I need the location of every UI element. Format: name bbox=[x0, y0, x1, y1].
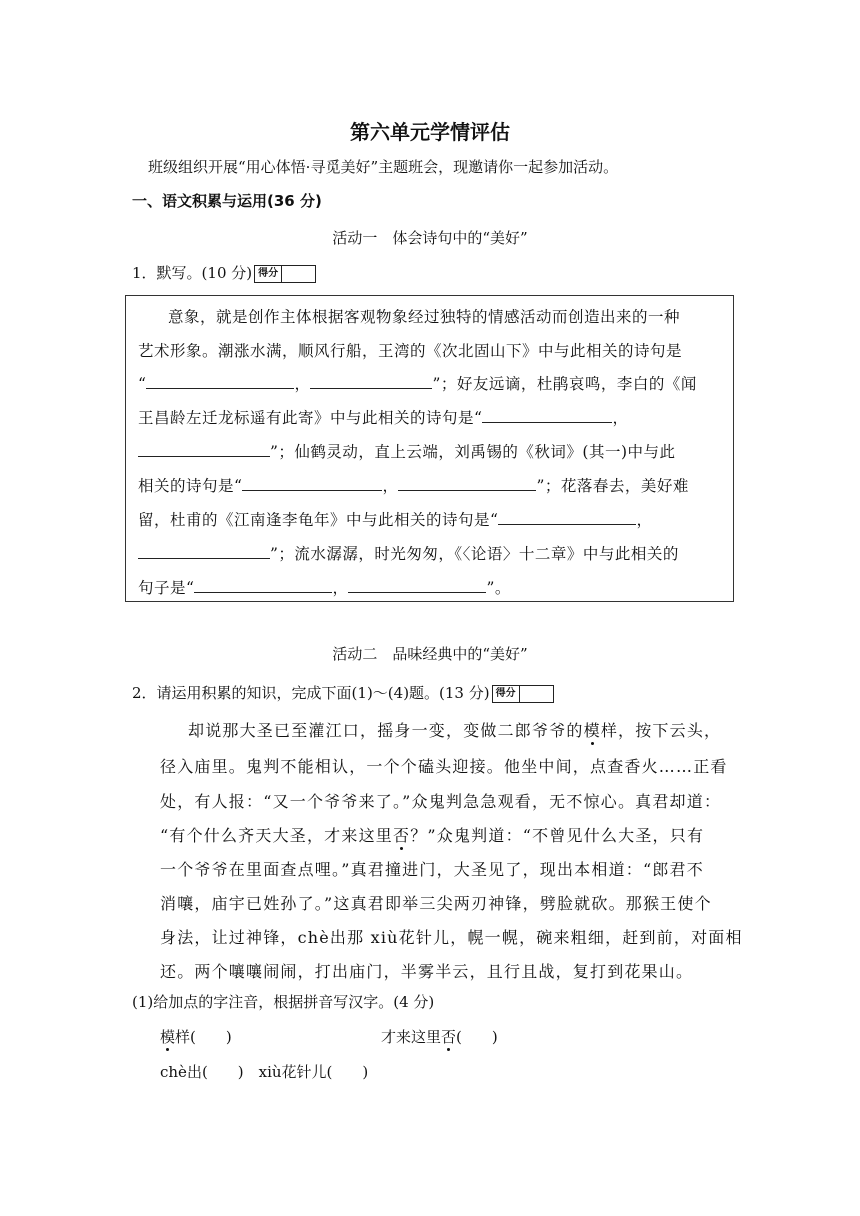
activity-heading-1: 活动一 体会诗句中的“美好” bbox=[332, 229, 528, 247]
sub-question-1: (1)给加点的字注音，根据拼音写汉字。(4 分) bbox=[132, 993, 435, 1011]
answer-slot[interactable]: 样( ) bbox=[175, 1028, 232, 1046]
dotted-char: 模 bbox=[160, 1028, 176, 1046]
passage-line: 处，有人报：“又一个爷爷来了。”众鬼判急急观看，无不惊心。真君却道： bbox=[160, 792, 722, 811]
box-text: ， bbox=[636, 511, 653, 529]
answer-blank[interactable] bbox=[194, 578, 332, 593]
dotted-char: 否 bbox=[441, 1028, 457, 1046]
box-line bbox=[138, 576, 511, 598]
score-box[interactable] bbox=[492, 685, 554, 703]
answer-item bbox=[381, 1026, 498, 1047]
question-1 bbox=[132, 262, 316, 283]
passage-text: 样，按下云头， bbox=[600, 721, 722, 740]
score-box[interactable] bbox=[254, 265, 316, 283]
box-text: ， bbox=[294, 375, 311, 393]
box-line: 意象，就是创作主体根据客观物象经过独特的情感活动而创造出来的一种 bbox=[168, 308, 681, 326]
answer-blank[interactable] bbox=[498, 510, 636, 525]
box-text: 句子是“ bbox=[138, 579, 195, 597]
question-1-label: 1．默写。(10 分) bbox=[132, 264, 253, 282]
box-text: 留，杜甫的《江南逢李龟年》中与此相关的诗句是“ bbox=[138, 511, 499, 529]
answer-blank[interactable] bbox=[242, 476, 382, 491]
box-text: “ bbox=[138, 375, 147, 393]
box-text: ”。 bbox=[486, 579, 511, 597]
dotted-char: 模 bbox=[583, 721, 601, 740]
passage-line: 身法，让过神锋，chè出那 xiù花针儿，幌一幌，碗来粗细，赶到前，对面相 bbox=[160, 928, 743, 947]
box-text: ， bbox=[382, 477, 399, 495]
activity-heading-2: 活动二 品味经典中的“美好” bbox=[332, 645, 528, 663]
answer-item[interactable]: chè出( ) xiù花针儿( ) bbox=[160, 1063, 369, 1081]
answer-text: 才来这里 bbox=[381, 1028, 442, 1046]
box-line bbox=[138, 440, 676, 462]
box-text: ”；花落春去，美好难 bbox=[536, 477, 689, 495]
dotted-char: 否 bbox=[392, 826, 411, 845]
answer-blank[interactable] bbox=[398, 476, 536, 491]
box-line bbox=[138, 542, 679, 564]
section-heading: 一、语文积累与运用(36 分) bbox=[132, 192, 322, 210]
question-2-label: 2．请运用积累的知识，完成下面(1)～(4)题。(13 分) bbox=[132, 684, 490, 702]
question-2 bbox=[132, 682, 554, 703]
box-line bbox=[138, 372, 697, 394]
box-text: ， bbox=[612, 409, 629, 427]
answer-blank[interactable] bbox=[138, 442, 270, 457]
answer-blank[interactable] bbox=[348, 578, 486, 593]
passage-line bbox=[160, 823, 704, 846]
box-text: ”；好友远谪，杜鹃哀鸣，李白的《闻 bbox=[432, 375, 697, 393]
box-line bbox=[138, 406, 628, 428]
answer-blank[interactable] bbox=[310, 374, 432, 389]
box-text: 相关的诗句是“ bbox=[138, 477, 243, 495]
answer-blank[interactable] bbox=[138, 544, 270, 559]
passage-text: ？”众鬼判道：“不曾见什么大圣，只有 bbox=[410, 826, 705, 845]
passage-line: 消嚷，庙宇已姓孙了。”这真君即举三尖两刃神锋，劈脸就砍。那猴王使个 bbox=[160, 894, 712, 913]
score-label: 得分 bbox=[493, 686, 520, 702]
box-line bbox=[138, 508, 652, 530]
box-text: ”；仙鹤灵动，直上云端，刘禹锡的《秋词》(其一)中与此 bbox=[270, 443, 676, 461]
box-text: 王昌龄左迁龙标遥有此寄》中与此相关的诗句是“ bbox=[138, 409, 483, 427]
answer-blank[interactable] bbox=[482, 408, 612, 423]
box-line bbox=[138, 474, 689, 496]
answer-slot[interactable]: ( ) bbox=[456, 1028, 498, 1046]
box-line: 艺术形象。潮涨水满，顺风行船，王湾的《次北固山下》中与此相关的诗句是 bbox=[138, 342, 683, 360]
score-label: 得分 bbox=[255, 266, 282, 282]
answer-item bbox=[160, 1026, 232, 1047]
passage-line: 还。两个嚷嚷闹闹，打出庙门，半雾半云，且行且战，复打到花果山。 bbox=[160, 962, 694, 981]
passage-line bbox=[188, 718, 721, 741]
passage-line: 一个爷爷在里面查点哩。”真君撞进门，大圣见了，现出本相道：“郎君不 bbox=[160, 860, 704, 879]
box-text: ”；流水潺潺，时光匆匆，《〈论语〉十二章》中与此相关的 bbox=[270, 545, 679, 563]
passage-text: 却说那大圣已至灌江口，摇身一变，变做二郎爷爷的 bbox=[188, 721, 584, 740]
intro-text: 班级组织开展“用心体悟·寻觅美好”主题班会，现邀请你一起参加活动。 bbox=[148, 158, 619, 176]
passage-text: “有个什么齐天大圣，才来这里 bbox=[160, 826, 393, 845]
page-title: 第六单元学情评估 bbox=[350, 120, 510, 144]
box-text: ， bbox=[332, 579, 349, 597]
answer-blank[interactable] bbox=[146, 374, 294, 389]
passage-line: 径入庙里。鬼判不能相认，一个个磕头迎接。他坐中间，点查香火……正看 bbox=[160, 757, 728, 776]
